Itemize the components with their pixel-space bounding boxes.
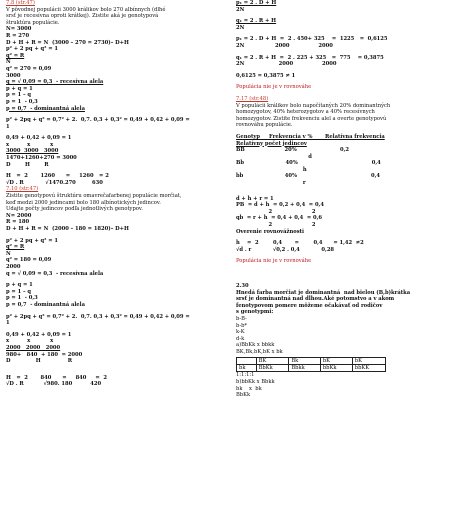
text-line: q² = R bbox=[6, 244, 25, 251]
text-line: 2N bbox=[236, 24, 245, 31]
text-line: p₁ = 2 . D + H = 2 . 450+ 325 = 1225 = 0,6125 bbox=[236, 36, 388, 43]
right-lines bbox=[236, 0, 452, 356]
text-line bbox=[236, 274, 452, 283]
text-line: 1 bbox=[6, 320, 10, 327]
text-line: q² = R bbox=[6, 52, 25, 59]
text-line: N bbox=[6, 59, 11, 66]
text-line: k-K bbox=[236, 329, 245, 336]
text-line: srsť je dominantná nad dlhou.Aké potomstvo a v akom bbox=[236, 296, 395, 303]
text-line: BK,Bk,bK,bK x bk bbox=[236, 348, 283, 355]
text-line: 2N bbox=[236, 6, 245, 13]
text-line: p² + 2pq + q² = 0,7² + 2. 0,7. 0,3 + 0,3² = 0,49 + 0,42 + 0,09 = bbox=[6, 313, 190, 320]
text-line: q² = 180 = 0,09 bbox=[6, 257, 52, 264]
text-line: D + H + R = N (3000 – 270 = 2730)– D+H bbox=[6, 39, 129, 46]
text-line: 2N 2000 2000 bbox=[236, 61, 337, 68]
text-line: D H R bbox=[6, 358, 73, 365]
text-line: 1 bbox=[6, 123, 10, 130]
punnett-cell: BK bbox=[256, 357, 289, 364]
text-line: bk x bk bbox=[236, 385, 262, 392]
text-line: Genotyp Frekvencia v % Relatívna frekvencia bbox=[236, 133, 385, 140]
text-line: D H R bbox=[6, 161, 49, 168]
text-line: p = 1 - 0,3 bbox=[6, 295, 38, 302]
text-line: N= 2000 bbox=[6, 212, 32, 219]
punnett-cell: Bbkk bbox=[289, 364, 321, 371]
text-line: p = 1 - 0,3 bbox=[6, 98, 38, 105]
punnett-cell: bbKk bbox=[320, 364, 352, 371]
text-line: D + H + R = N (2000 – 180 = 1820)– D+H bbox=[6, 226, 129, 232]
text-line: Bb 40% 0,4 bbox=[236, 160, 381, 167]
text-line: x x x bbox=[6, 141, 54, 148]
text-line: bb 40% 0,4 bbox=[236, 173, 381, 180]
text-line: 3000 3000 3000 bbox=[6, 148, 59, 155]
text-line: homozygotov. Zistite frekvenciu alel a overte genotypovú bbox=[236, 115, 387, 122]
text-line: 2 2 bbox=[236, 222, 316, 229]
text-line: 980+ 840 + 180 = 2000 bbox=[6, 351, 83, 358]
text-line: 7.10 (str.47) bbox=[6, 186, 39, 193]
text-line: √d . r √0,2 . 0,4 0,28 bbox=[236, 246, 335, 253]
text-line: p = 0,7 - dominantná alela bbox=[6, 105, 85, 112]
punnett-header-row bbox=[237, 357, 386, 364]
text-line: Udajte počty jedincov podľa jednotlivých genotypov. bbox=[6, 206, 143, 213]
text-line: Overenie rovnovážnosti bbox=[236, 228, 304, 235]
text-line: rovnováhu populácie. bbox=[236, 122, 293, 129]
text-line: p + q = 1 bbox=[6, 282, 33, 289]
text-line: homozygotov, 40% heterozygotov a 40% recesívnych bbox=[236, 109, 375, 116]
left-column bbox=[6, 0, 231, 388]
text-line: qb = r + h = 0,4 + 0,4 = 0,6 bbox=[236, 215, 323, 222]
text-line: R = 180 bbox=[6, 219, 30, 226]
text-line: p₁ = 2 . D + H bbox=[236, 0, 277, 6]
text-line: b)bbKk x Bbkk bbox=[236, 378, 275, 385]
text-line: d + h + r = 1 bbox=[236, 195, 274, 202]
text-line: R = 270 bbox=[6, 32, 30, 39]
text-line: PB = d + h = 0,2 + 0,4 = 0,4 bbox=[236, 202, 324, 209]
text-line: h = 2 0,4 = 0,4 = 1,42 ≠2 bbox=[236, 240, 364, 247]
text-line: V populácii králikov bolo napočítaných 20% dominantných bbox=[236, 102, 391, 109]
text-line: N= 3000 bbox=[6, 26, 32, 33]
text-line: d-k bbox=[236, 335, 245, 342]
text-line: q = √ 0,09 = 0,3 - recesívna alela bbox=[6, 270, 104, 277]
text-line: H = 2 1260 = 1260 = 2 bbox=[6, 173, 109, 180]
punnett-cell: bK bbox=[352, 357, 385, 364]
punnett-cell: BbKk bbox=[256, 364, 289, 371]
text-line: N bbox=[6, 250, 11, 257]
text-line: p² + 2pq + q² = 0,7² + 2. 0,7. 0,3 + 0,3² = 0,49 + 0,42 + 0,09 = bbox=[6, 117, 190, 124]
punnett-cell: bK bbox=[320, 357, 352, 364]
text-line: 2000 bbox=[6, 263, 21, 270]
text-line: b-B- bbox=[236, 315, 247, 322]
text-line: Relatívny počet jedincov bbox=[236, 140, 307, 147]
text-line: 1470+1260+270 = 3000 bbox=[6, 155, 77, 162]
text-line: H = 2 840 = 840 = 2 bbox=[6, 374, 107, 381]
text-line: Populácia nie je v rovnováhe bbox=[236, 258, 312, 265]
text-line: keď medzi 2000 jedincami bolo 180 albínotických jedincov. bbox=[6, 199, 161, 206]
after-table-lines bbox=[236, 372, 452, 398]
text-line: 2000 2000 2000 bbox=[6, 344, 61, 351]
text-line: q₁ = 2 . R + H bbox=[236, 18, 277, 25]
punnett-table bbox=[236, 357, 386, 373]
text-line: 2N 2000 2000 bbox=[236, 42, 333, 49]
text-line: p = 1 – q bbox=[6, 92, 32, 99]
text-line: 2.30 bbox=[236, 283, 249, 289]
text-line: √D . R √980. 180 420 bbox=[6, 381, 102, 388]
text-line: s genotypmi: bbox=[236, 309, 274, 316]
text-line: x x x bbox=[6, 338, 54, 345]
text-line: p + q = 1 bbox=[6, 85, 33, 92]
text-line: q₁ = 2 . R + H = 2 . 225 + 325 = 775 = 0,3875 bbox=[236, 54, 384, 61]
punnett-cell: Bk bbox=[289, 357, 321, 364]
right-column bbox=[236, 0, 452, 399]
text-line bbox=[236, 187, 452, 196]
text-line: BbKk bbox=[236, 392, 251, 399]
text-line: 0,49 + 0,42 + 0,09 = 1 bbox=[6, 331, 72, 338]
text-line: Zistite genotypovú štruktúru omavrečafarbenej populácie morčiat, bbox=[6, 193, 182, 200]
text-line: 0,6125 = 0,3875 ≠ 1 bbox=[236, 72, 296, 79]
text-line: b-b* bbox=[236, 322, 247, 329]
text-line: 7.8 (str.47) bbox=[6, 0, 35, 6]
text-line: d bbox=[236, 153, 312, 160]
text-line: 3000 bbox=[6, 72, 21, 79]
text-line: a)BbKk x bbkk bbox=[236, 342, 275, 349]
text-line bbox=[236, 265, 452, 274]
text-line: 0,49 + 0,42 + 0,09 = 1 bbox=[6, 135, 72, 142]
text-line: √D . R √1470.270 630 bbox=[6, 179, 103, 186]
text-line: q = √ 0,09 = 0,3 - recesívna alela bbox=[6, 79, 104, 86]
text-line: p² + 2 pq + q² = 1 bbox=[6, 46, 58, 53]
punnett-cell: bbKK bbox=[352, 364, 385, 371]
text-line: p² + 2 pq + q² = 1 bbox=[6, 237, 58, 244]
punnett-cell bbox=[237, 357, 257, 364]
text-line: fenotypovom pomere môžeme očakávať od rodičov bbox=[236, 302, 383, 309]
text-line: p = 0,7 - dominantná alela bbox=[6, 301, 85, 308]
text-line: p = 1 – q bbox=[6, 288, 32, 295]
punnett-cell: bk bbox=[237, 364, 257, 371]
text-line: štruktúra populácie. bbox=[6, 19, 60, 26]
text-line: 7.17 (str.48) bbox=[236, 95, 269, 102]
text-line: 1:1:1:1 bbox=[236, 372, 255, 379]
text-line: BB 20% 0,2 bbox=[236, 147, 350, 154]
text-line: V pôvodnej populácii 3000 králikov bolo 270 albínnych (dlhé bbox=[6, 6, 166, 13]
text-line: srsť je recesívna oproti krátkej). Zistite aká je genotypová bbox=[6, 13, 159, 20]
punnett-data-row bbox=[237, 364, 386, 371]
text-line: 2 2 bbox=[236, 208, 316, 215]
text-line: Populácia nie je v rovnováhe bbox=[236, 84, 312, 91]
text-line: q² = 270 = 0,09 bbox=[6, 65, 52, 72]
text-line: h bbox=[236, 166, 307, 173]
text-line: r bbox=[236, 180, 306, 187]
text-line: Hnedá farba morčiat je dominantná nad bielou (B,b)krátka bbox=[236, 289, 411, 296]
